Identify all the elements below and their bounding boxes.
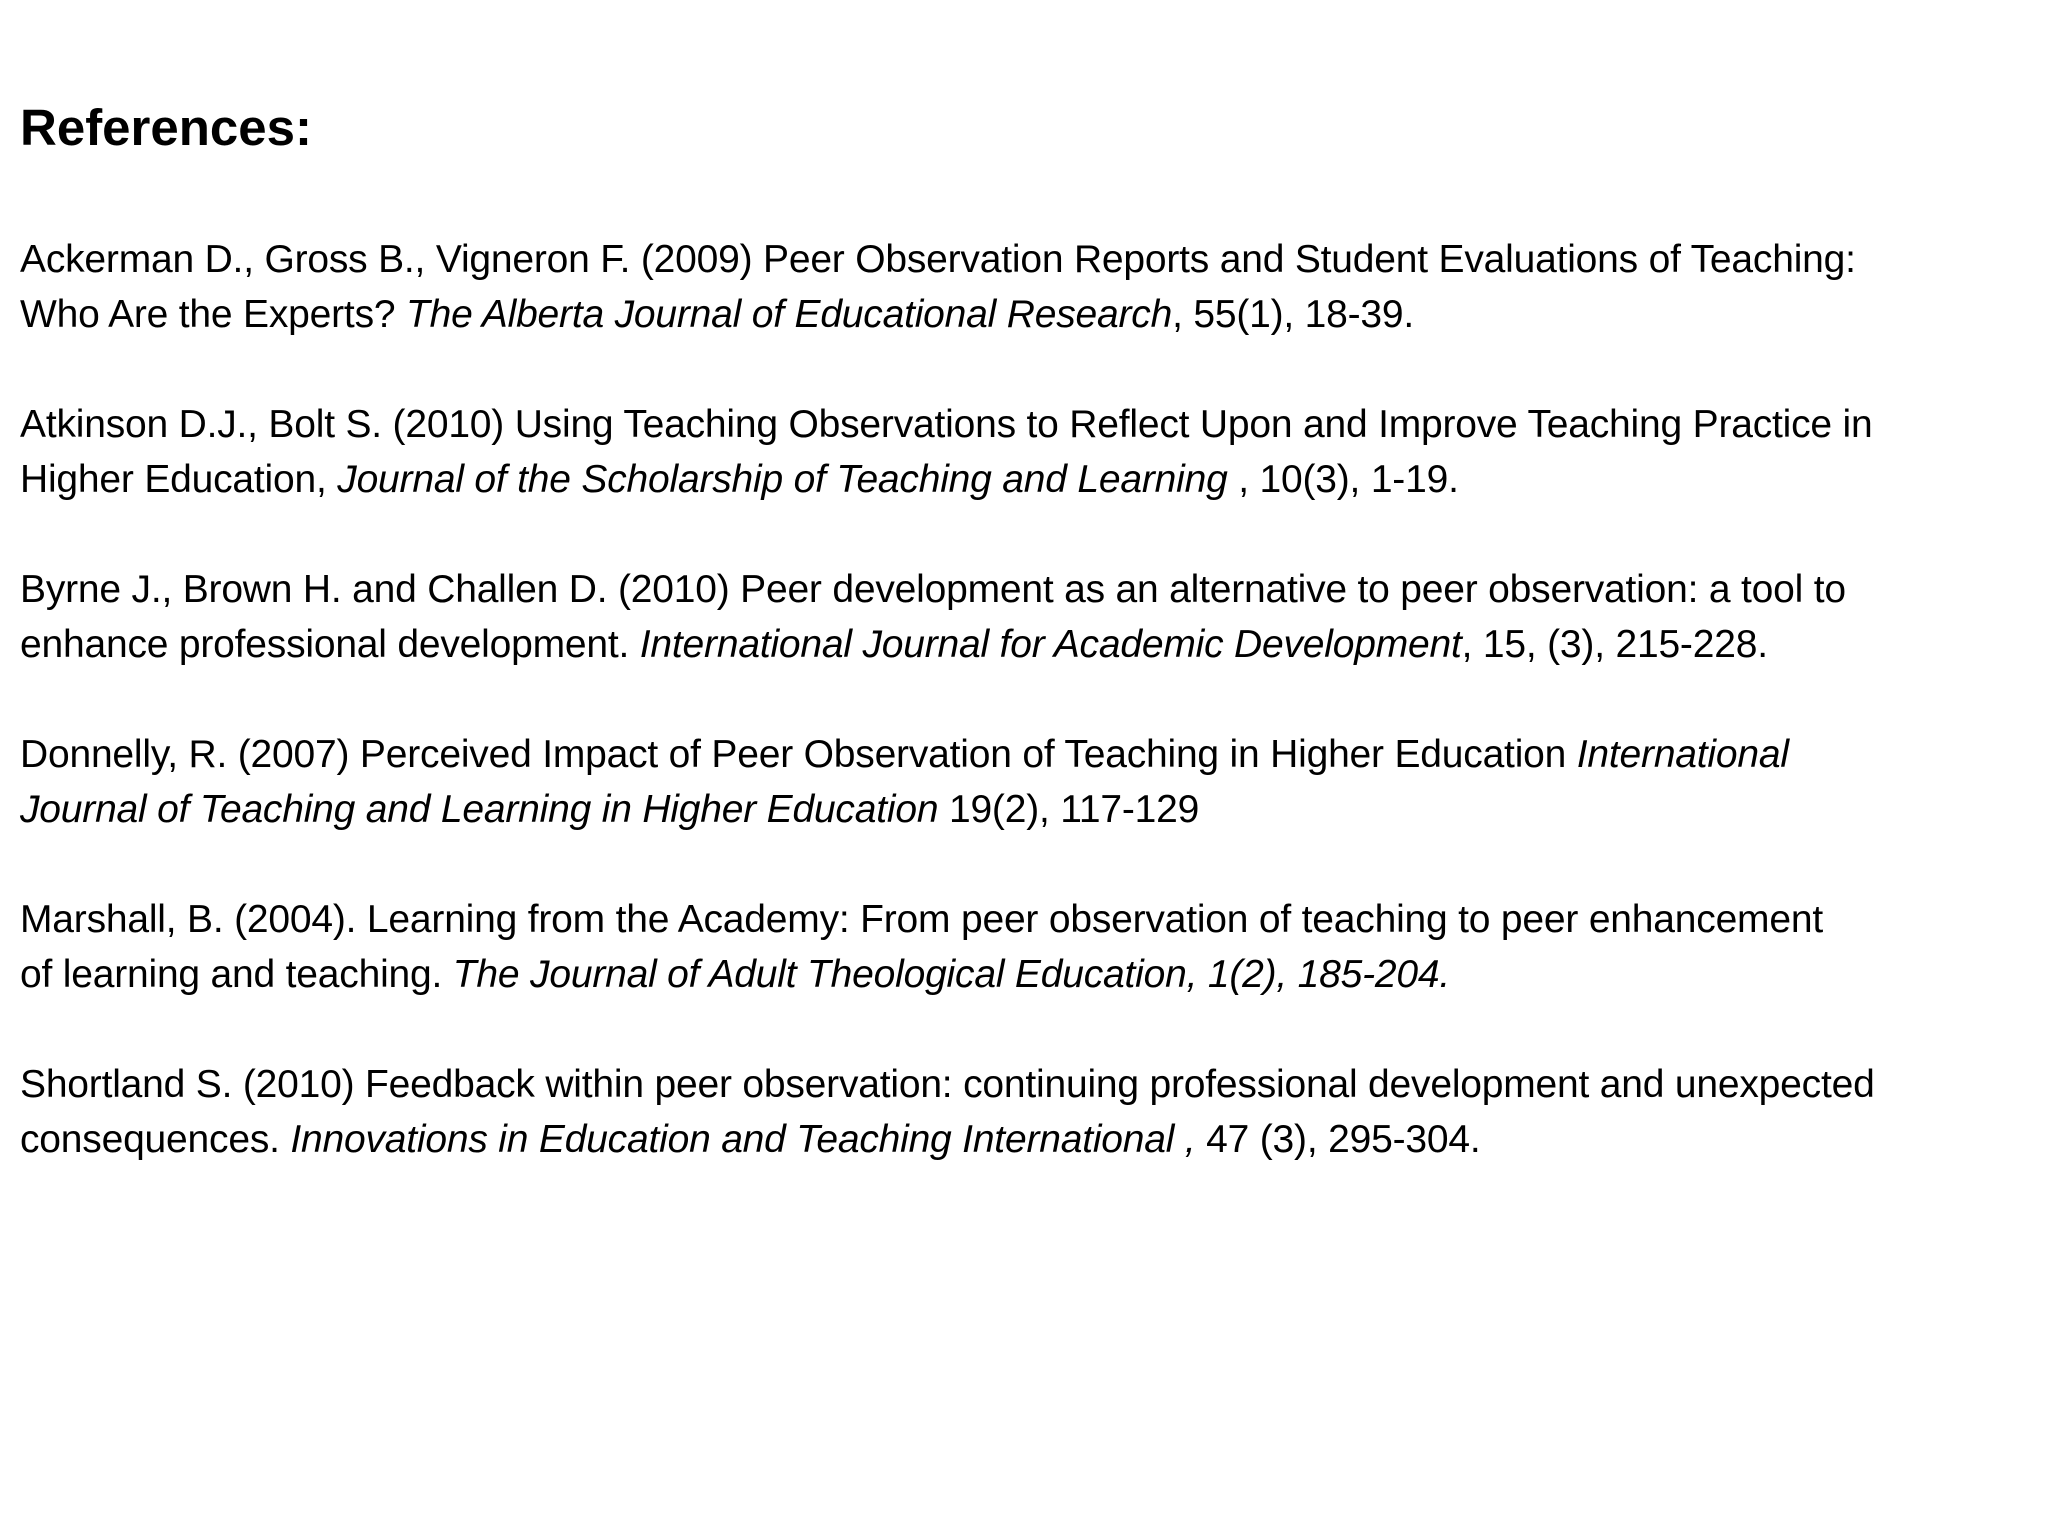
reference-item: [20, 1057, 2044, 1167]
reference-text: enhance professional development.: [20, 623, 640, 666]
reference-line: [20, 617, 2044, 672]
reference-line: [20, 892, 2044, 947]
reference-line: [20, 727, 2044, 782]
reference-line: [20, 452, 2044, 507]
reference-text: Donnelly, R. (2007) Perceived Impact of Peer Observation of Teaching in Higher Education: [20, 733, 1577, 776]
reference-item: [20, 892, 2044, 1002]
journal-title: The Journal of Adult Theological Education, 1(2), 185-204.: [452, 953, 1451, 996]
reference-line: [20, 782, 2044, 837]
reference-text: Who Are the Experts?: [20, 293, 406, 336]
reference-line: [20, 397, 2044, 452]
reference-text: , 15, (3), 215-228.: [1461, 623, 1768, 666]
reference-line: [20, 1057, 2044, 1112]
journal-title: Journal of the Scholarship of Teaching and Learning: [337, 458, 1228, 501]
reference-line: [20, 562, 2044, 617]
journal-title: Journal of Teaching and Learning in Higher Education: [20, 788, 939, 831]
reference-text: Atkinson D.J., Bolt S. (2010) Using Teaching Observations to Reflect Upon and Improve Teaching Practice in: [20, 403, 1873, 446]
journal-title: International Journal for Academic Development: [639, 623, 1462, 666]
reference-text: of learning and teaching.: [20, 953, 453, 996]
reference-list: [20, 232, 2044, 1222]
reference-text: 19(2), 117-129: [938, 788, 1200, 831]
reference-line: [20, 287, 2044, 342]
reference-text: Byrne J., Brown H. and Challen D. (2010) Peer development as an alternative to peer observation: a tool to: [20, 568, 1846, 611]
journal-title: Innovations in Education and Teaching International ,: [290, 1118, 1196, 1161]
reference-text: , 10(3), 1-19.: [1227, 458, 1459, 501]
page-title: References:: [20, 99, 312, 156]
journal-title: International: [1576, 733, 1789, 776]
reference-item: [20, 232, 2044, 342]
reference-text: Higher Education,: [20, 458, 338, 501]
reference-text: Ackerman D., Gross B., Vigneron F. (2009) Peer Observation Reports and Student Evaluations of Teaching:: [20, 238, 1856, 281]
journal-title: The Alberta Journal of Educational Research: [406, 293, 1173, 336]
reference-line: [20, 232, 2044, 287]
reference-line: [20, 1112, 2044, 1167]
reference-line: [20, 947, 2044, 1002]
reference-text: , 55(1), 18-39.: [1172, 293, 1415, 336]
reference-item: [20, 562, 2044, 672]
reference-text: 47 (3), 295-304.: [1195, 1118, 1481, 1161]
reference-text: Shortland S. (2010) Feedback within peer observation: continuing professional development and unexpected: [20, 1063, 1875, 1106]
reference-item: [20, 397, 2044, 507]
reference-text: consequences.: [20, 1118, 291, 1161]
reference-text: Marshall, B. (2004). Learning from the Academy: From peer observation of teaching to peer enhancement: [20, 898, 1823, 941]
reference-item: [20, 727, 2044, 837]
